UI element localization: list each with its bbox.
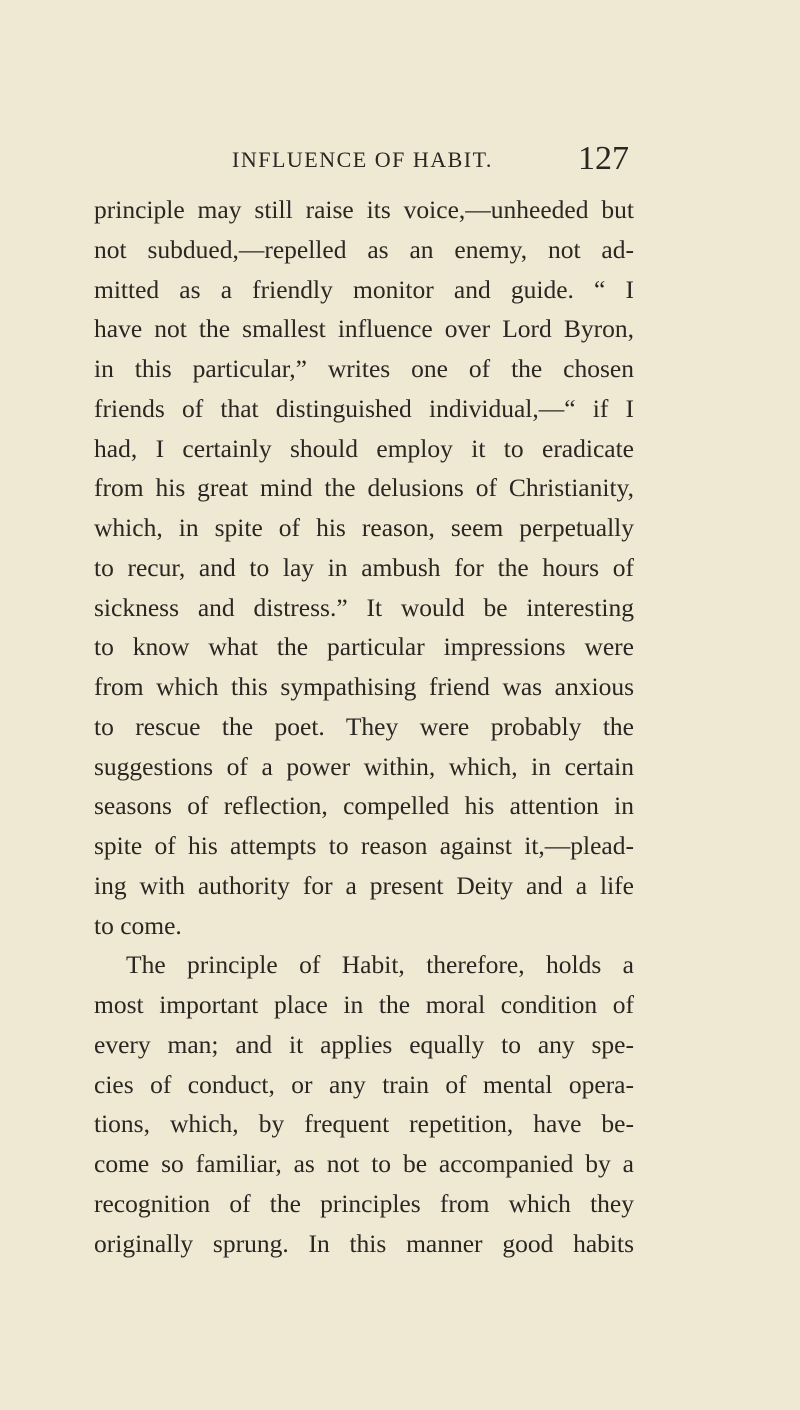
text-line: tions, which, by frequent repetition, have be-: [94, 1109, 634, 1139]
text-line: to rescue the poet. They were probably the: [94, 711, 634, 741]
text-line: to know what the particular impressions were: [94, 632, 634, 662]
text-line: not subdued,—repelled as an enemy, not ad-: [94, 234, 634, 264]
running-head: [0, 140, 800, 186]
text-line: spite of his attempts to reason against it,—plead-: [94, 831, 634, 860]
text-line: from which this sympathising friend was anxious: [94, 672, 634, 701]
page-number: 127: [578, 140, 629, 177]
text-line: every man; and it applies equally to any spe-: [94, 1029, 634, 1059]
text-line: friends of that distinguished individual,—“ if I: [94, 393, 634, 423]
text-line: to recur, and to lay in ambush for the hours of: [94, 552, 634, 582]
text-line: The principle of Habit, therefore, holds a: [126, 950, 634, 980]
text-line: which, in spite of his reason, seem perpetually: [94, 513, 634, 542]
text-line: have not the smallest influence over Lord Byron,: [94, 314, 634, 344]
running-title: INFLUENCE OF HABIT.: [232, 147, 493, 172]
text-line: seasons of reflection, compelled his attention in: [94, 791, 634, 821]
text-line: most important place in the moral condition of: [94, 990, 634, 1019]
text-line: had, I certainly should employ it to eradicate: [94, 433, 634, 463]
text-line: suggestions of a power within, which, in certain: [94, 751, 634, 781]
text-line: from his great mind the delusions of Christianity,: [94, 473, 634, 503]
text-line: cies of conduct, or any train of mental opera-: [94, 1069, 634, 1099]
text-line: to come.: [94, 910, 182, 940]
body-text: [94, 190, 634, 1263]
text-line: sickness and distress.” It would be interesting: [94, 592, 634, 622]
text-line: mitted as a friendly monitor and guide. “ I: [94, 274, 634, 304]
text-line: come so familiar, as not to be accompanied by a: [94, 1149, 634, 1178]
text-line: ing with authority for a present Deity and a life: [94, 870, 634, 900]
text-line: in this particular,” writes one of the chosen: [94, 354, 634, 383]
text-line: originally sprung. In this manner good habits: [94, 1228, 634, 1258]
text-line: principle may still raise its voice,—unheeded but: [94, 195, 634, 224]
text-line: recognition of the principles from which they: [94, 1188, 634, 1218]
